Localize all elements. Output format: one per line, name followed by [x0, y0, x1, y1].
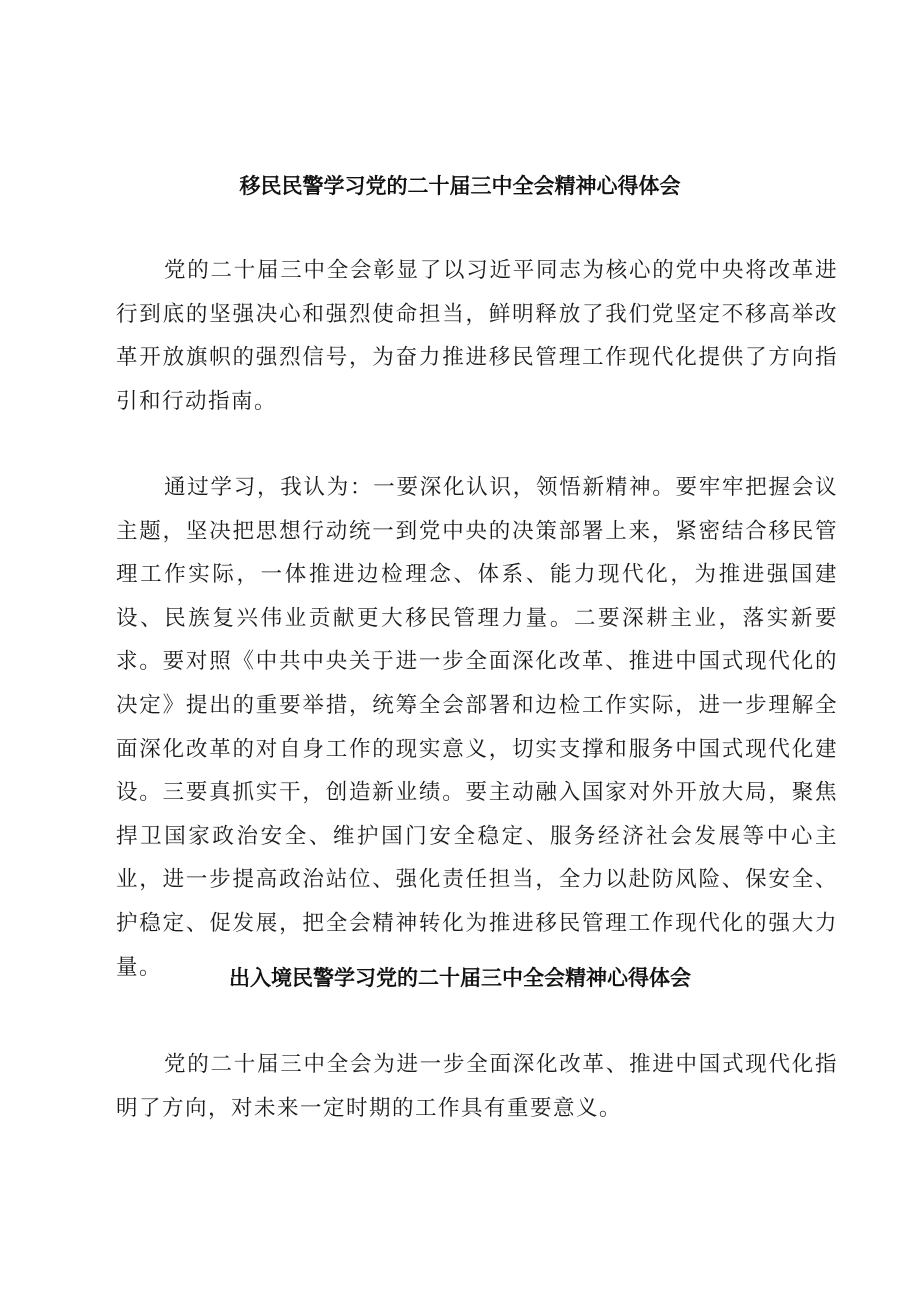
body-paragraph: 党的二十届三中全会彰显了以习近平同志为核心的党中央将改革进行到底的坚强决心和强烈使命担当，鲜明释放了我们党坚定不移高举改革开放旗帜的强烈信号，为奋力推进移民管理工作现代化提供了方向指引和行动指南。 [116, 258, 838, 414]
section-title: 出入境民警学习党的二十届三中全会精神心得体会 [229, 966, 691, 990]
body-paragraph: 通过学习，我认为：一要深化认识，领悟新精神。要牢牢把握会议主题，坚决把思想行动统一到党中央的决策部署上来，紧密结合移民管理工作实际，一体推进边检理念、体系、能力现代化，为推进强国建设、民族复兴伟业贡献更大移民管理力量。二要深耕主业，落实新要求。要对照《中共中央关于进一步全面深化改革、推进中国式现代化的决定》提出的重要举措，统筹全会部署和边检工作实际，进一步理解全面深化改革的对自身工作的现实意义，切实支撑和服务中国式现代化建设。三要真抓实干，创造新业绩。要主动融入国家对外开放大局，聚焦捍卫国家政治安全、维护国门安全稳定、服务经济社会发展等中心主业，进一步提高政治站位、强化责任担当，全力以赴防风险、保安全、护稳定、促发展，把全会精神转化为推进移民管理工作现代化的强大力量。 [116, 475, 838, 980]
section-title: 移民民警学习党的二十届三中全会精神心得体会 [239, 174, 681, 198]
body-paragraph: 党的二十届三中全会为进一步全面深化改革、推进中国式现代化指明了方向，对未来一定时期的工作具有重要意义。 [116, 1052, 838, 1121]
